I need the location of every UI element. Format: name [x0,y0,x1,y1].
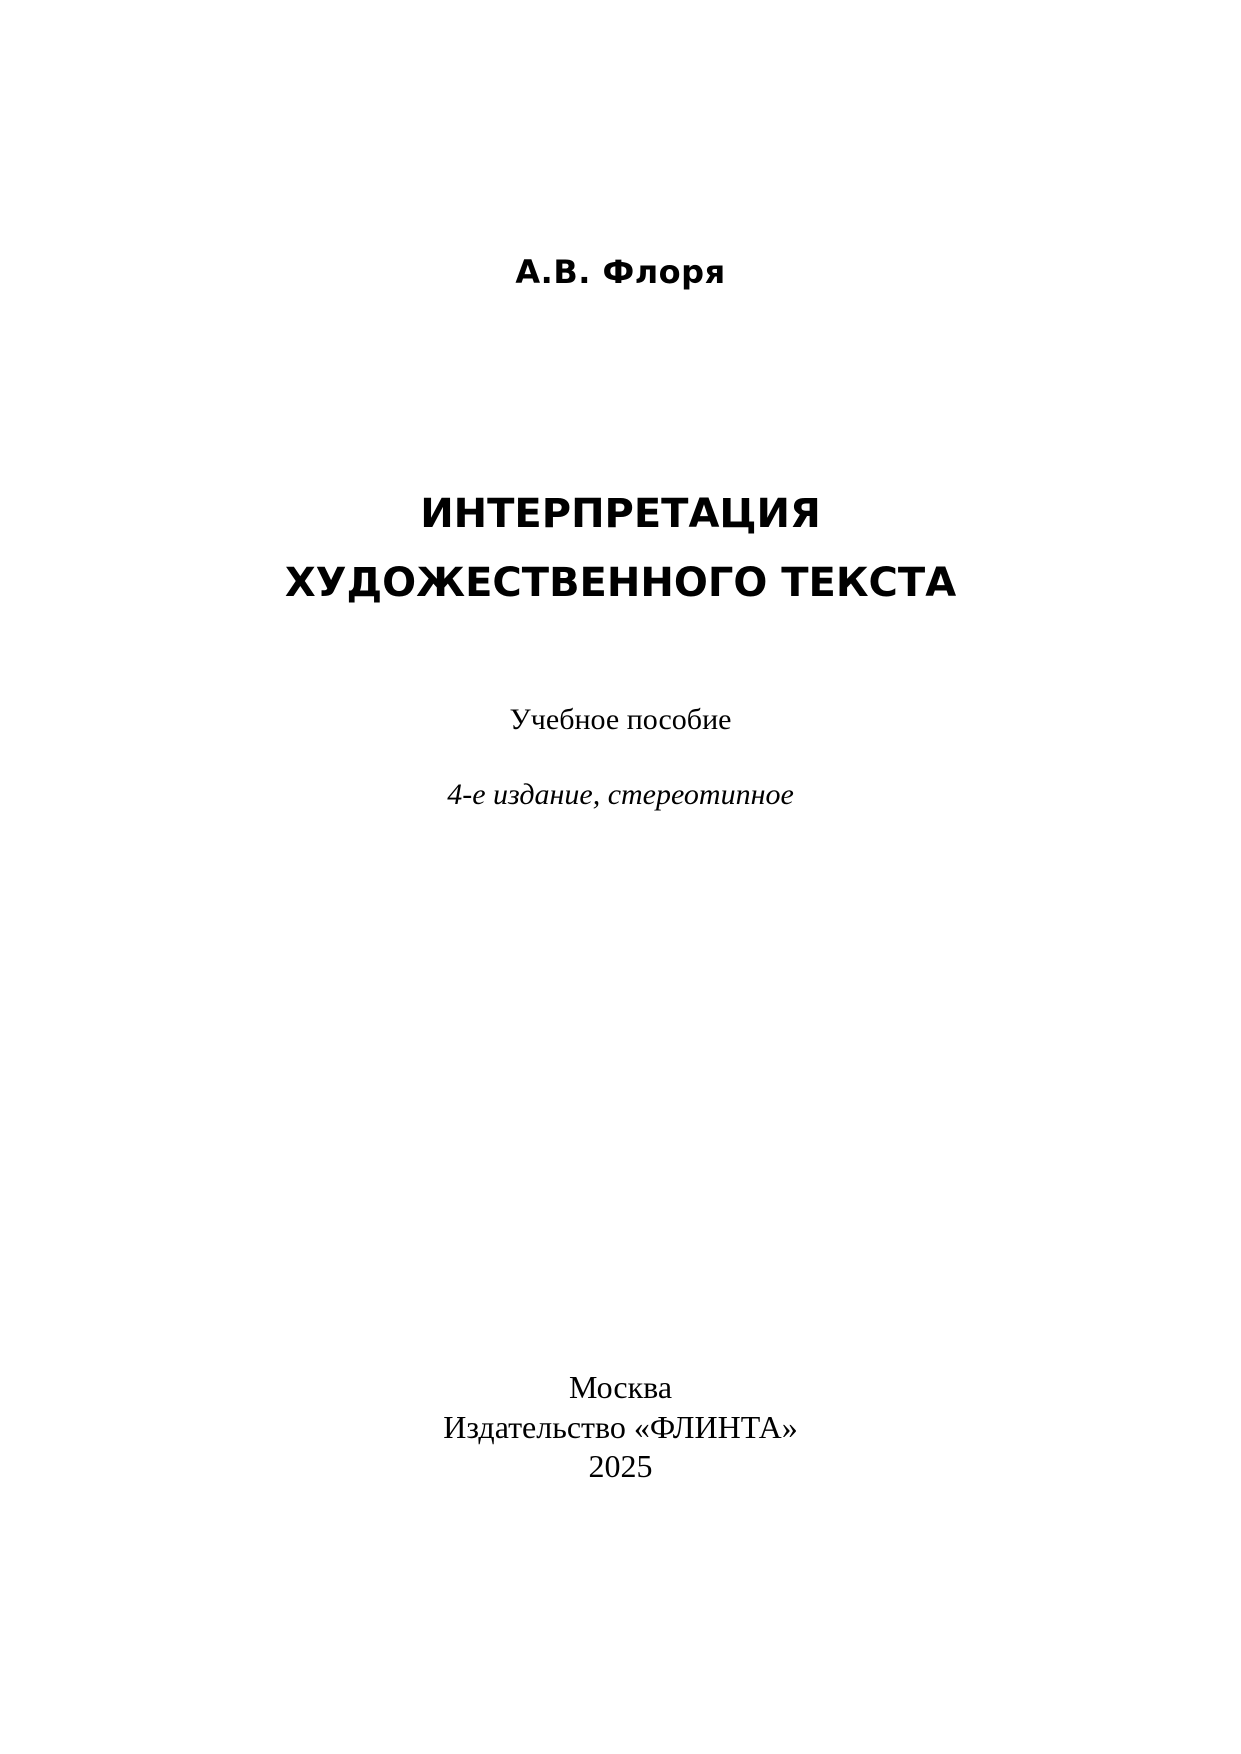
author-name: А.В. Флоря [515,253,726,291]
edition-note: 4-е издание, стереотипное [447,778,794,811]
imprint-publisher: Издательство «ФЛИНТА» [443,1409,798,1445]
book-title-line-2: ХУДОЖЕСТВЕННОГО ТЕКСТА [284,560,957,606]
imprint-city: Москва [568,1369,673,1405]
book-subtitle: Учебное пособие [509,703,732,736]
imprint-year: 2025 [588,1448,653,1484]
book-title-line-1: ИНТЕРПРЕТАЦИЯ [420,491,821,537]
